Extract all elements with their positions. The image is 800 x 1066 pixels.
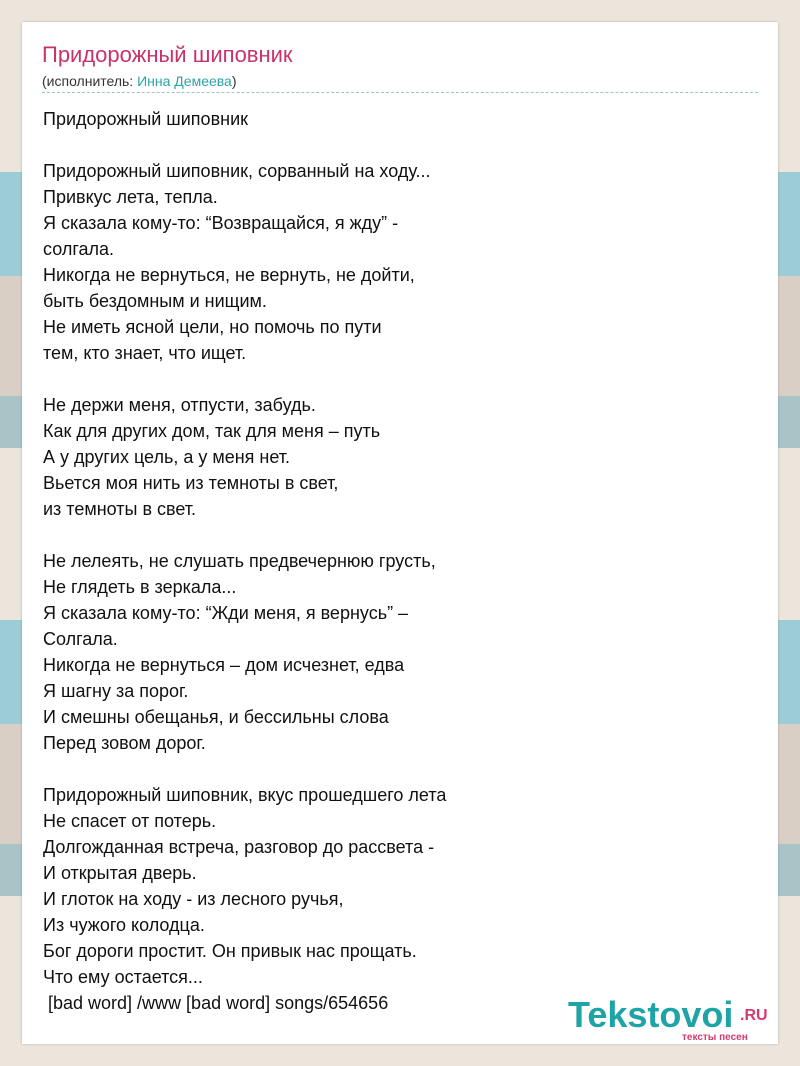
lyric-line [43, 366, 446, 392]
lyric-line: Я шагну за порог. [43, 681, 189, 701]
lyric-line: И открытая дверь. [43, 863, 197, 883]
artist-line [42, 73, 237, 89]
lyric-line: тем, кто знает, что ищет. [43, 343, 247, 363]
lyric-line: Не иметь ясной цели, но помочь по пути [43, 317, 382, 337]
lyric-line: Придорожный шиповник, сорванный на ходу... [43, 161, 431, 181]
site-logo[interactable] [568, 995, 798, 1045]
lyric-line: [bad word] /www [bad word] songs/654656 [43, 993, 389, 1013]
lyric-line: Придорожный шиповник [43, 109, 248, 129]
logo-wordmark: Tekstovoi [568, 994, 734, 1035]
lyric-line: Бог дороги простит. Он привык нас прощать. [43, 941, 417, 961]
lyric-line: Привкус лета, тепла. [43, 187, 218, 207]
lyric-line: Не держи меня, отпусти, забудь. [43, 395, 316, 415]
artist-prefix: (исполнитель: [42, 73, 138, 89]
lyric-line: быть бездомным и нищим. [43, 291, 267, 311]
lyric-line: Из чужого колодца. [43, 915, 205, 935]
lyric-line: Я сказала кому-то: “Жди меня, я вернусь” – [43, 603, 409, 623]
song-title: Придорожный шиповник [42, 42, 293, 67]
lyric-line: Никогда не вернуться – дом исчезнет, едва [43, 655, 405, 675]
lyric-line: Не глядеть в зеркала... [43, 577, 237, 597]
artist-suffix: ) [231, 73, 237, 89]
lyric-line: Я сказала кому-то: “Возвращайся, я жду” - [43, 213, 399, 233]
lyric-line: Солгала. [43, 629, 118, 649]
lyric-line: И глоток на ходу - из лесного ручья, [43, 889, 344, 909]
lyric-line: Что ему остается... [43, 967, 203, 987]
lyric-line: Не спасет от потерь. [43, 811, 217, 831]
lyric-line: Не лелеять, не слушать предвечернюю грусть, [43, 551, 436, 571]
lyric-line: Перед зовом дорог. [43, 733, 206, 753]
lyric-line: Вьется моя нить из темноты в свет, [43, 473, 339, 493]
lyric-line: Никогда не вернуться, не вернуть, не дойти, [43, 265, 415, 285]
lyric-line: Придорожный шиповник, вкус прошедшего лета [43, 785, 447, 805]
logo-tagline: тексты песен [682, 1032, 748, 1043]
lyric-line [43, 132, 446, 158]
lyric-line: Долгожданная встреча, разговор до рассвета - [43, 837, 435, 857]
logo-tld: .RU [740, 1007, 768, 1024]
lyric-line: А у других цель, а у меня нет. [43, 447, 291, 467]
lyric-line: из темноты в свет. [43, 499, 197, 519]
divider [42, 92, 758, 93]
lyric-line [43, 522, 446, 548]
lyrics-card [22, 22, 778, 1044]
lyric-line: Как для других дом, так для меня – путь [43, 421, 381, 441]
lyrics-text [43, 106, 446, 1016]
lyric-line [43, 756, 446, 782]
lyric-line: солгала. [43, 239, 115, 259]
artist-link[interactable]: Инна Демеева [137, 73, 232, 89]
lyric-line: И смешны обещанья, и бессильны слова [43, 707, 389, 727]
